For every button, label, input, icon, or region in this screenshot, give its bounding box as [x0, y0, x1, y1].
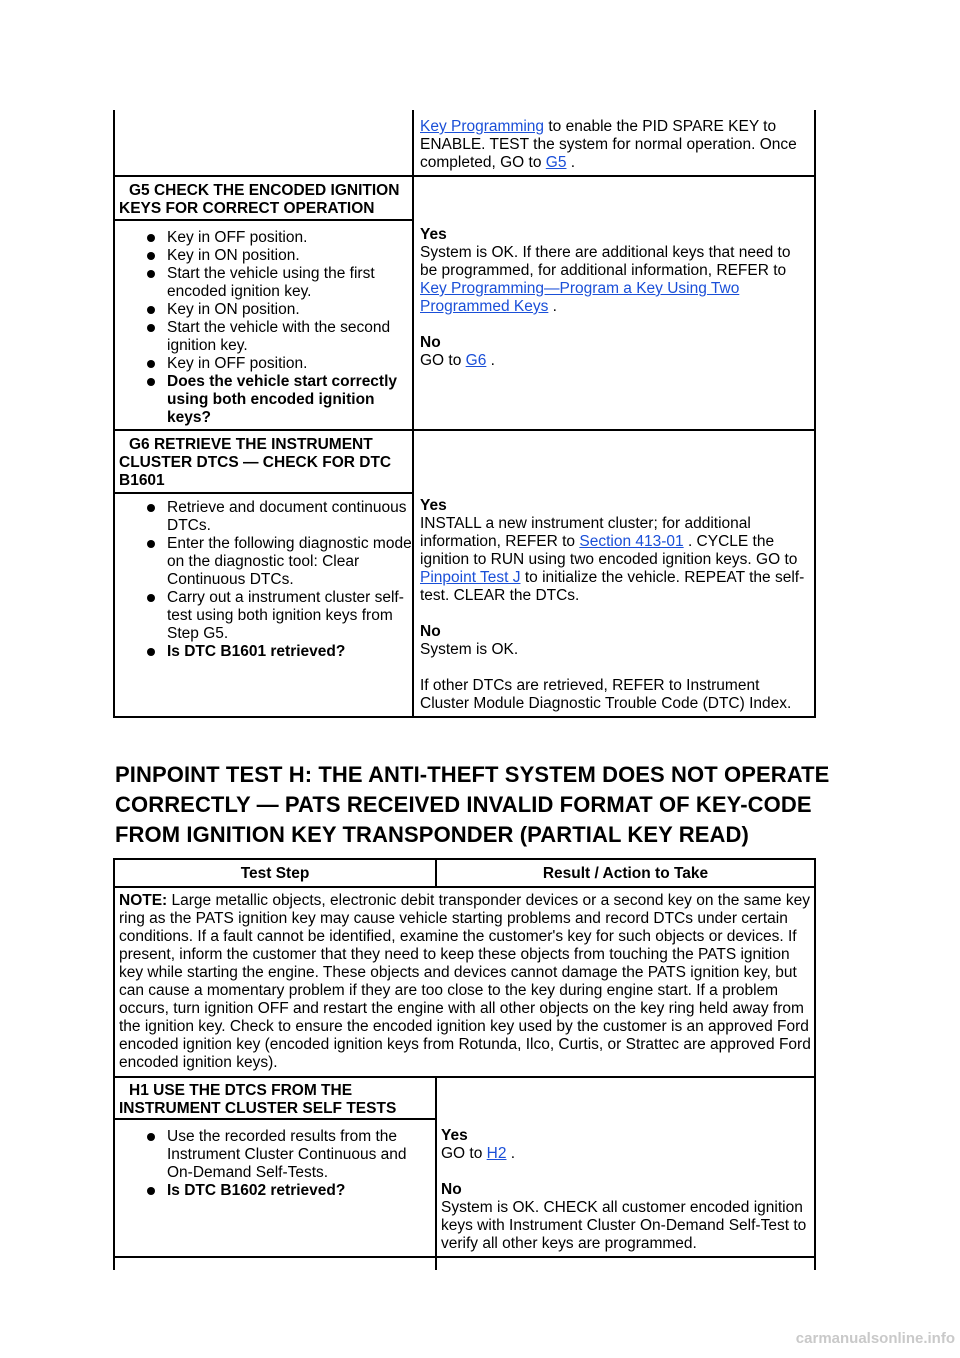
yes-result: GO to H2 .: [441, 1145, 516, 1162]
no-label: No: [420, 334, 441, 351]
step-item: Start the vehicle using the first encoded ignition key.: [117, 265, 412, 301]
step-g6-results: [420, 497, 812, 713]
yes-label: Yes: [441, 1127, 468, 1144]
step-g6-actions: [117, 499, 412, 661]
step-item: Key in OFF position.: [117, 229, 412, 247]
step-item: Key in ON position.: [117, 247, 412, 265]
key-programming-text: to enable the PID SPARE KEY to ENABLE. TEST the system for normal operation. Once completed, GO to: [420, 118, 797, 171]
step-g5-results: [420, 226, 812, 370]
no-result: System is OK.: [420, 641, 519, 658]
g6-link[interactable]: G6: [465, 352, 487, 369]
step-item: Use the recorded results from the Instrument Cluster Continuous and On-Demand Self-Tests.: [117, 1128, 435, 1182]
step-item: Retrieve and document continuous DTCs.: [117, 499, 412, 535]
pinpoint-test-h-heading: PINPOINT TEST H: THE ANTI-THEFT SYSTEM DOES NOT OPERATE CORRECTLY — PATS RECEIVED INVALID FORMAT OF KEY-CODE FROM IGNITION KEY TRANSPONDER (PARTIAL KEY READ): [115, 762, 830, 847]
key-programming-cell: [420, 118, 810, 172]
step-g5-actions: [117, 229, 412, 427]
key-programming-link[interactable]: Key Programming: [420, 118, 545, 135]
program-key-link[interactable]: Key Programming—Program a Key Using Two Programmed Keys: [420, 280, 740, 315]
note-label: NOTE:: [119, 892, 168, 909]
step-h1-title: H1 USE THE DTCS FROM THE INSTRUMENT CLUSTER SELF TESTS: [119, 1082, 397, 1117]
no-label: No: [441, 1181, 462, 1198]
step-question: Is DTC B1602 retrieved?: [117, 1182, 435, 1200]
yes-result: System is OK. If there are additional keys that need to be programmed, for additional information, REFER to Key Programming—Program a Key Using Two Programmed Keys .: [420, 244, 791, 315]
step-h1-actions: [117, 1128, 435, 1200]
no-result: System is OK. CHECK all customer encoded ignition keys with Instrument Cluster On-Demand Self-Test to verify all other keys are programmed.: [441, 1199, 807, 1252]
yes-label: Yes: [420, 226, 447, 243]
other-dtcs-text: If other DTCs are retrieved, REFER to Instrument Cluster Module Diagnostic Trouble Code (DTC) Index.: [420, 677, 792, 712]
key-programming-text-end: .: [566, 154, 576, 171]
step-g6-title: G6 RETRIEVE THE INSTRUMENT CLUSTER DTCS — CHECK FOR DTC B1601: [119, 436, 392, 489]
step-item: Start the vehicle with the second ignition key.: [117, 319, 412, 355]
no-result: GO to G6 .: [420, 352, 495, 369]
note-text: Large metallic objects, electronic debit transponder devices or a second key on the same key ring as the PATS ignition key may cause vehicle starting problems and record DTCs under certain conditions. If a fault cannot be identified, examine the customer's key for such objects or devices. If present, inform the customer that they need to keep these objects from touching the PATS ignition key while starting the engine. These objects and devices cannot damage the PATS ignition key, but can cause a momentary problem if they are too close to the key during engine start. If a problem occurs, turn ignition OFF and restart the engine with all other objects on the key ring held away from the ignition key. Check to ensure the encoded ignition key used by the customer is an approved Ford encoded ignition key (encoded ignition keys from Rotunda, Ilco, Curtis, or Strattec are approved Ford encoded ignition keys).: [119, 892, 811, 1071]
step-question: Does the vehicle start correctly using both encoded ignition keys?: [117, 373, 412, 427]
column-header-result: Result / Action to Take: [542, 865, 709, 882]
yes-label: Yes: [420, 497, 447, 514]
step-item: Carry out a instrument cluster self-test using both ignition keys from Step G5.: [117, 589, 412, 643]
watermark: carmanualsonline.info: [795, 1330, 955, 1347]
section-413-01-link[interactable]: Section 413-01: [579, 533, 684, 550]
no-label: No: [420, 623, 441, 640]
step-item: Enter the following diagnostic mode on the diagnostic tool: Clear Continuous DTCs.: [117, 535, 412, 589]
step-item: Key in OFF position.: [117, 355, 412, 373]
yes-result: INSTALL a new instrument cluster; for additional information, REFER to Section 413-01 . CYCLE the ignition to RUN using two encoded ignition keys. GO to Pinpoint Test J to initialize the vehicle. REPEAT the self-test. CLEAR the DTCs.: [420, 515, 805, 604]
step-question: Is DTC B1601 retrieved?: [117, 643, 412, 661]
note-cell: [119, 892, 811, 1072]
step-item: Key in ON position.: [117, 301, 412, 319]
column-header-test-step: Test Step: [240, 865, 310, 882]
pinpoint-test-j-link[interactable]: Pinpoint Test J: [420, 569, 521, 586]
step-g5-title: G5 CHECK THE ENCODED IGNITION KEYS FOR CORRECT OPERATION: [119, 182, 400, 217]
g5-link[interactable]: G5: [545, 154, 567, 171]
step-h1-results: [441, 1127, 811, 1253]
h2-link[interactable]: H2: [486, 1145, 507, 1162]
